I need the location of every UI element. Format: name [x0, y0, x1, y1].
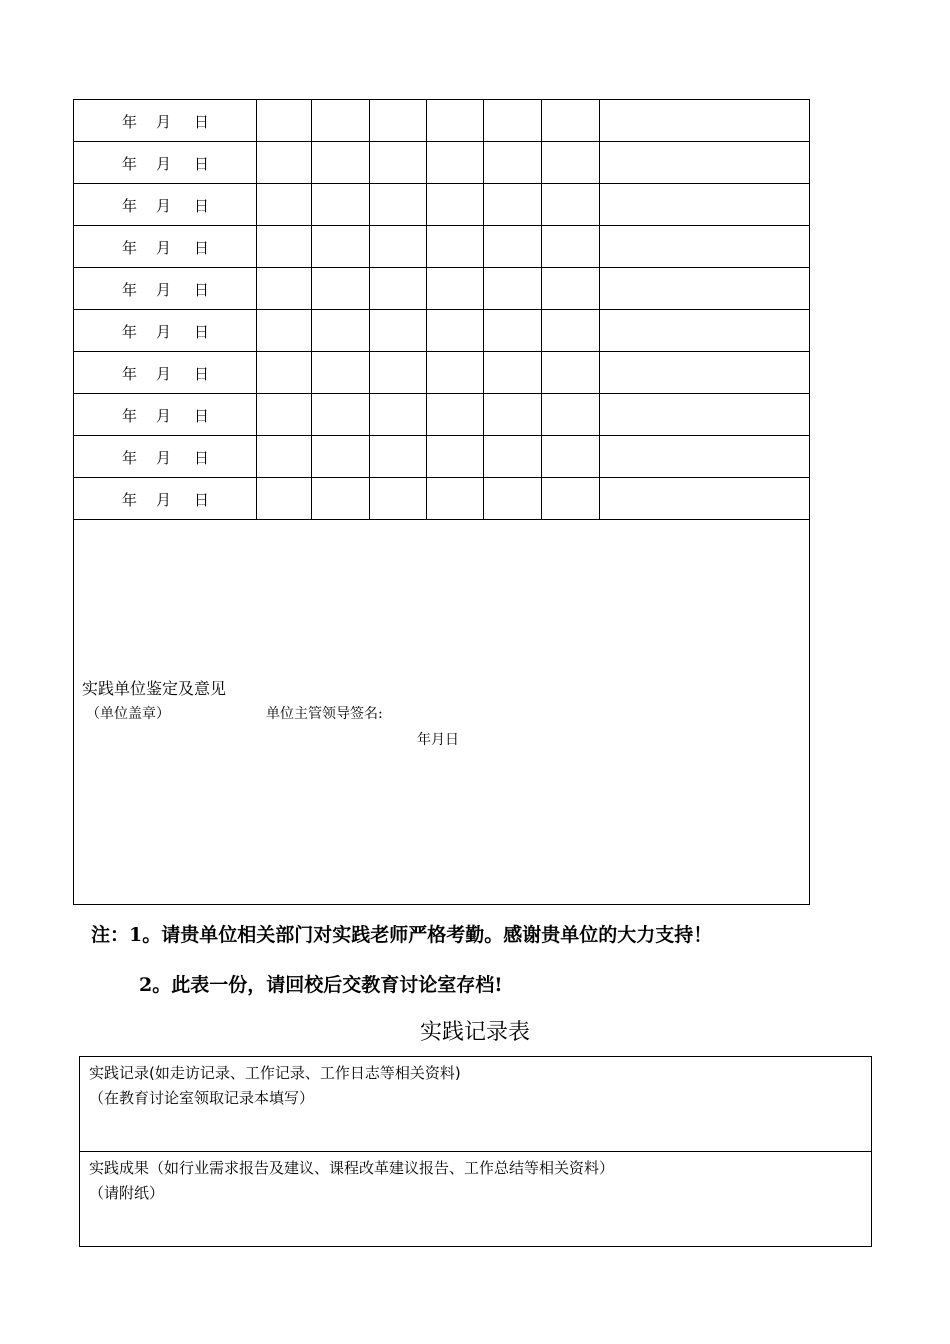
attendance-row [74, 478, 810, 520]
results-label: 实践成果（如行业需求报告及建议、课程改革建议报告、工作总结等相关资料） [89, 1159, 615, 1177]
attendance-cell[interactable] [600, 184, 810, 226]
attendance-cell[interactable] [484, 310, 542, 352]
attendance-cell[interactable] [427, 310, 484, 352]
attendance-cell[interactable] [257, 394, 312, 436]
attendance-cell[interactable] [484, 100, 542, 142]
attendance-cell[interactable] [542, 310, 600, 352]
date-year-label: 年 [122, 407, 138, 425]
date-month-label: 月 [156, 197, 172, 215]
attendance-cell[interactable] [542, 394, 600, 436]
date-day-label: 日 [194, 365, 210, 383]
date-day-label: 日 [194, 281, 210, 299]
date-year-label: 年 [122, 449, 138, 467]
attendance-cell[interactable] [427, 268, 484, 310]
attendance-cell[interactable] [542, 184, 600, 226]
date-year-label: 年 [122, 491, 138, 509]
appraisal-title: 实践单位鉴定及意见 [82, 679, 227, 698]
date-cell[interactable] [74, 142, 257, 184]
date-day-label: 日 [194, 491, 210, 509]
attendance-cell[interactable] [484, 394, 542, 436]
attendance-cell[interactable] [370, 142, 427, 184]
attendance-row [74, 226, 810, 268]
attendance-cell[interactable] [484, 352, 542, 394]
date-cell[interactable] [74, 394, 257, 436]
attendance-cell[interactable] [257, 226, 312, 268]
attendance-cell[interactable] [312, 268, 370, 310]
attendance-cell[interactable] [600, 226, 810, 268]
attendance-cell[interactable] [312, 310, 370, 352]
attendance-cell[interactable] [427, 436, 484, 478]
record-table-title: 实践记录表 [419, 1020, 530, 1045]
attendance-cell[interactable] [600, 478, 810, 520]
attendance-row [74, 184, 810, 226]
results-cell[interactable] [80, 1152, 872, 1247]
attendance-cell[interactable] [312, 226, 370, 268]
note-2: 2。此表一份，请回校后交教育讨论室存档! [139, 974, 503, 996]
attendance-cell[interactable] [370, 268, 427, 310]
date-cell[interactable] [74, 436, 257, 478]
note-1: 注：1。请贵单位相关部门对实践老师严格考勤。感谢贵单位的大力支持！ [91, 924, 713, 946]
attendance-cell[interactable] [600, 352, 810, 394]
attendance-cell[interactable] [370, 394, 427, 436]
attendance-cell[interactable] [312, 352, 370, 394]
attendance-cell[interactable] [370, 352, 427, 394]
attendance-cell[interactable] [427, 142, 484, 184]
attendance-cell[interactable] [427, 478, 484, 520]
attendance-cell[interactable] [312, 184, 370, 226]
attendance-cell[interactable] [542, 352, 600, 394]
attendance-cell[interactable] [370, 184, 427, 226]
date-year-label: 年 [122, 113, 138, 131]
date-year-label: 年 [122, 197, 138, 215]
attendance-cell[interactable] [427, 394, 484, 436]
attendance-cell[interactable] [600, 100, 810, 142]
attendance-cell[interactable] [600, 268, 810, 310]
attendance-cell[interactable] [370, 310, 427, 352]
attendance-cell[interactable] [370, 436, 427, 478]
date-year-label: 年 [122, 323, 138, 341]
date-cell[interactable] [74, 184, 257, 226]
date-cell[interactable] [74, 478, 257, 520]
date-cell[interactable] [74, 268, 257, 310]
date-month-label: 月 [156, 323, 172, 341]
attendance-cell[interactable] [370, 478, 427, 520]
attendance-cell[interactable] [542, 268, 600, 310]
signature-label: 单位主管领导签名: [266, 706, 383, 722]
date-year-label: 年 [122, 155, 138, 173]
attendance-cell[interactable] [312, 478, 370, 520]
record-label: 实践记录(如走访记录、工作记录、工作日志等相关资料) [89, 1064, 461, 1082]
attendance-row [74, 352, 810, 394]
record-hint: （在教育讨论室领取记录本填写） [89, 1089, 315, 1107]
attendance-cell[interactable] [484, 436, 542, 478]
attendance-row [74, 394, 810, 436]
date-month-label: 月 [156, 407, 172, 425]
attendance-cell[interactable] [257, 268, 312, 310]
date-month-label: 月 [156, 155, 172, 173]
results-row[interactable] [80, 1152, 872, 1247]
attendance-cell[interactable] [484, 184, 542, 226]
attendance-cell[interactable] [542, 436, 600, 478]
record-table [79, 1056, 872, 1247]
attendance-cell[interactable] [427, 352, 484, 394]
attendance-body [74, 100, 810, 520]
attendance-cell[interactable] [542, 100, 600, 142]
attendance-row [74, 142, 810, 184]
date-cell[interactable] [74, 100, 257, 142]
attendance-cell[interactable] [484, 268, 542, 310]
seal-label: （单位盖章） [86, 706, 170, 722]
attendance-row [74, 436, 810, 478]
attendance-cell[interactable] [370, 226, 427, 268]
date-day-label: 日 [194, 197, 210, 215]
attendance-cell[interactable] [257, 100, 312, 142]
attendance-cell[interactable] [257, 478, 312, 520]
appraisal-date-label: 年月日 [417, 732, 459, 748]
attendance-row [74, 268, 810, 310]
attendance-cell[interactable] [257, 184, 312, 226]
date-month-label: 月 [156, 239, 172, 257]
attendance-cell[interactable] [257, 142, 312, 184]
date-cell[interactable] [74, 352, 257, 394]
attendance-cell[interactable] [257, 310, 312, 352]
date-cell[interactable] [74, 226, 257, 268]
attendance-cell[interactable] [427, 100, 484, 142]
date-day-label: 日 [194, 449, 210, 467]
attendance-table [73, 99, 810, 905]
date-day-label: 日 [194, 113, 210, 131]
attendance-cell[interactable] [542, 478, 600, 520]
date-month-label: 月 [156, 281, 172, 299]
date-month-label: 月 [156, 449, 172, 467]
attendance-cell[interactable] [427, 184, 484, 226]
attendance-cell[interactable] [600, 436, 810, 478]
attendance-cell[interactable] [542, 226, 600, 268]
date-year-label: 年 [122, 281, 138, 299]
attendance-cell[interactable] [427, 226, 484, 268]
attendance-cell[interactable] [484, 478, 542, 520]
date-day-label: 日 [194, 407, 210, 425]
attendance-cell[interactable] [600, 394, 810, 436]
attendance-row [74, 310, 810, 352]
attendance-cell[interactable] [257, 352, 312, 394]
record-cell[interactable] [80, 1057, 872, 1152]
date-year-label: 年 [122, 239, 138, 257]
attendance-cell[interactable] [312, 100, 370, 142]
date-month-label: 月 [156, 113, 172, 131]
attendance-cell[interactable] [600, 142, 810, 184]
results-hint: （请附纸） [89, 1184, 165, 1202]
attendance-cell[interactable] [484, 142, 542, 184]
attendance-cell[interactable] [312, 394, 370, 436]
attendance-cell[interactable] [312, 436, 370, 478]
date-cell[interactable] [74, 310, 257, 352]
attendance-cell[interactable] [257, 436, 312, 478]
attendance-cell[interactable] [600, 310, 810, 352]
date-day-label: 日 [194, 239, 210, 257]
attendance-row [74, 100, 810, 142]
attendance-cell[interactable] [370, 100, 427, 142]
date-day-label: 日 [194, 323, 210, 341]
appraisal-cell[interactable] [74, 520, 810, 905]
date-month-label: 月 [156, 491, 172, 509]
attendance-cell[interactable] [312, 142, 370, 184]
attendance-cell[interactable] [484, 226, 542, 268]
date-year-label: 年 [122, 365, 138, 383]
date-month-label: 月 [156, 365, 172, 383]
attendance-cell[interactable] [542, 142, 600, 184]
record-row[interactable] [80, 1057, 872, 1152]
date-day-label: 日 [194, 155, 210, 173]
